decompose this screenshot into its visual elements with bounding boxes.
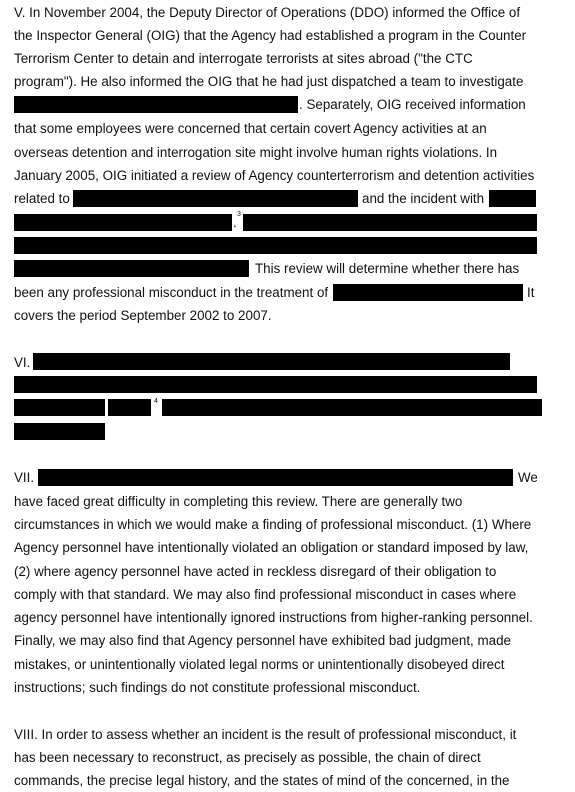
para-viii-line-2: has been necessary to reconstruct, as precisely as possible, the chain of direct: [14, 750, 481, 765]
redaction-block: [14, 96, 298, 113]
para-v-line-9b: and the incident with: [362, 191, 485, 206]
para-vii-line-9: mistakes, or unintentionally violated legal norms or unintentionally disobeyed direct: [14, 657, 505, 672]
para-vii-line-4: Agency personnel have intentionally violated an obligation or standard imposed by law,: [14, 540, 529, 555]
para-v-line-13: been any professional misconduct in the treatment of: [14, 285, 329, 300]
para-v-line-4: program"). He also informed the OIG that he had just dispatched a team to investigate: [14, 74, 524, 89]
para-vii-line-3: circumstances in which we would make a finding of professional misconduct. (1) Where: [14, 517, 532, 532]
redaction-block: [14, 399, 105, 416]
para-vii-line-2: have faced great difficulty in completing this review. There are generally two: [14, 494, 463, 509]
para-vii-line-8: Finally, we may also find that Agency personnel have exhibited bad judgment, made: [14, 633, 511, 648]
para-vii-line-7: agency personnel have intentionally ignored instructions from higher-ranking personnel.: [14, 610, 533, 625]
para-v-line-5: . Separately, OIG received information: [299, 97, 526, 112]
para-viii-line-1: VIII. In order to assess whether an incident is the result of professional misconduct, it: [14, 727, 517, 742]
para-vii-line-6: comply with that standard. We may also find professional misconduct in cases where: [14, 587, 517, 602]
redaction-block: [333, 284, 523, 301]
redaction-block: [14, 376, 537, 393]
redaction-block: [14, 214, 232, 231]
redaction-block: [162, 399, 542, 416]
para-v-line-6: that some employees were concerned that certain covert Agency activities at an: [14, 121, 487, 136]
para-v-line-13b: It: [527, 285, 535, 300]
redaction-block: [14, 423, 105, 440]
para-v-line-7: overseas detention and interrogation site might involve human rights violations. In: [14, 145, 498, 160]
para-vii-line-5: (2) where agency personnel have acted in reckless disregard of their obligation to: [14, 564, 497, 579]
para-v-period: .: [233, 215, 237, 230]
footnote-marker-4[interactable]: 4: [154, 398, 158, 405]
para-viii-line-3: commands, the precise legal history, and the states of mind of the concerned, in the: [14, 773, 510, 788]
redaction-block: [38, 469, 513, 486]
redaction-block: [14, 237, 537, 254]
redaction-block: [73, 190, 358, 207]
para-v-line-9a: related to: [14, 191, 70, 206]
redaction-block: [489, 190, 536, 207]
para-v-line-14: covers the period September 2002 to 2007.: [14, 308, 272, 323]
redaction-block: [14, 260, 249, 277]
para-v-line-3: Terrorism Center to detain and interrogate terrorists at sites abroad ("the CTC: [14, 51, 473, 66]
para-v-line-1: V. In November 2004, the Deputy Director of Operations (DDO) informed the Office of: [14, 5, 521, 20]
para-v-line-12: This review will determine whether there has: [255, 261, 520, 276]
para-v-line-2: the Inspector General (OIG) that the Agency had established a program in the Counter: [14, 28, 527, 43]
redaction-block: [243, 214, 537, 231]
footnote-marker-3[interactable]: 3: [237, 211, 241, 218]
para-v-line-8: January 2005, OIG initiated a review of Agency counterterrorism and detention activities: [14, 168, 535, 183]
para-vi-label: VI.: [14, 355, 31, 370]
para-vii-line-10: instructions; such findings do not constitute professional misconduct.: [14, 680, 421, 695]
redaction-block: [33, 353, 510, 370]
redaction-block: [108, 399, 151, 416]
para-vii-label: VII.: [14, 470, 35, 485]
para-vii-line-1: We: [518, 470, 538, 485]
